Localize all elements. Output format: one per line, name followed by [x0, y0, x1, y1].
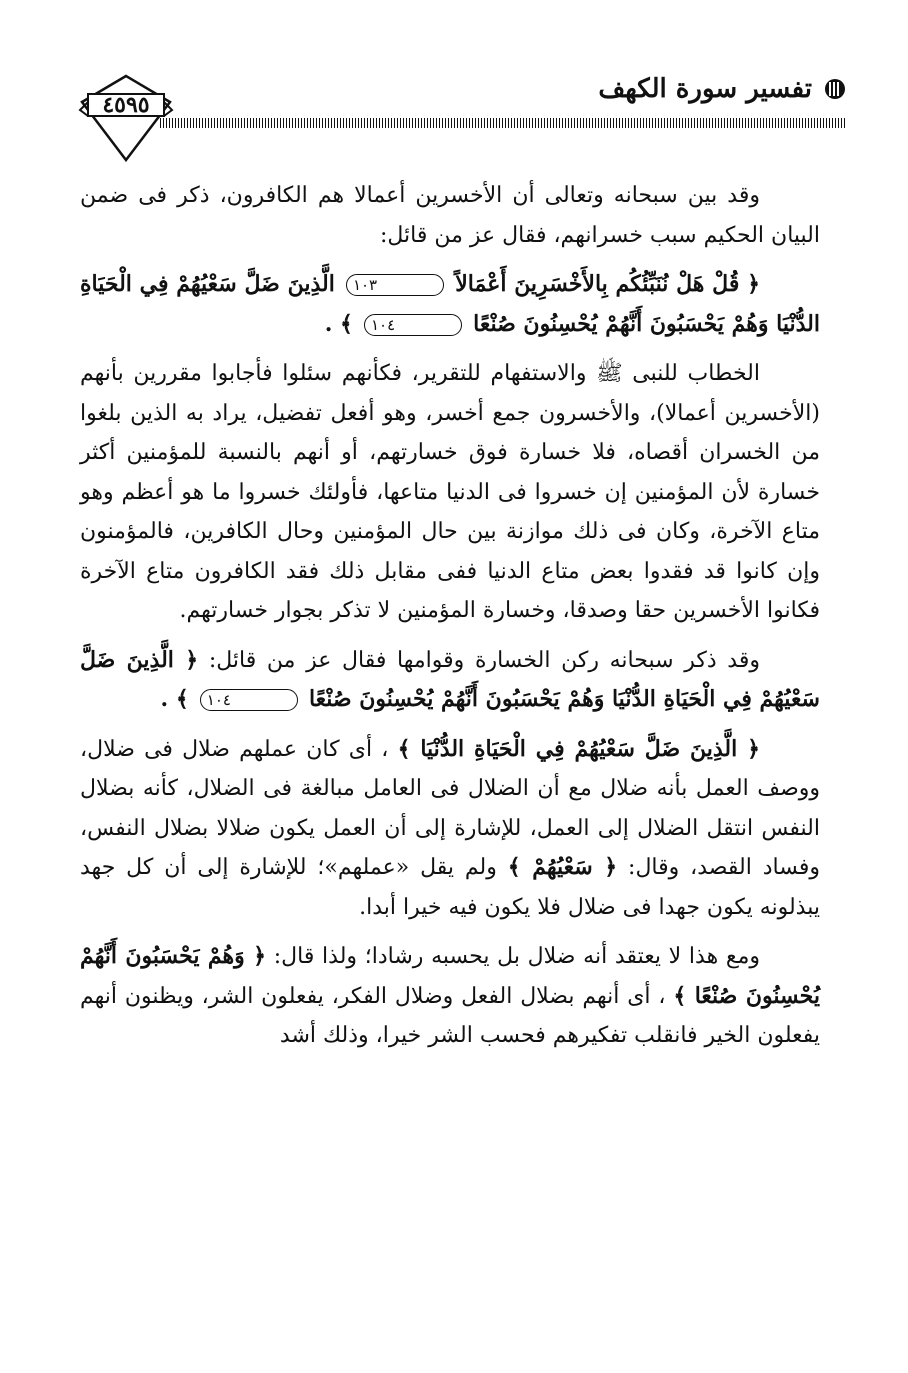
quranic-verse: ﴿ وَهُمْ يَحْسَبُونَ أَنَّهُمْ يُحْسِنُونَ صُنْعًا ﴾ — [80, 943, 820, 1009]
page-number: ٤٥٩٥ — [102, 92, 150, 118]
quranic-verse: ﴿ الَّذِينَ ضَلَّ سَعْيُهُمْ فِي الْحَيَاةِ الدُّنْيَا ﴾ — [397, 735, 760, 762]
header-rule — [160, 118, 846, 128]
quranic-verse: الَّذِينَ ضَلَّ سَعْيُهُمْ فِي الْحَيَاةِ الدُّنْيَا وَهُمْ يَحْسَبُونَ أَنَّهُمْ يُحْسِنُونَ صُنْعًا — [80, 271, 820, 337]
paragraph-text: ، أى أنهم بضلال الفعل وضلال الفكر، يفعلون الشر، ويظنون أنهم يفعلون الخير فانقلب تفكيرهم فحسب الشر خيرا، وذلك أشد — [80, 983, 820, 1048]
paragraph-text: وقد بين سبحانه وتعالى أن الأخسرين أعمالا هم الكافرون، ذكر فى ضمن البيان الحكيم سبب خسرانهم، فقال عز من قائل: — [80, 183, 820, 248]
ornament-icon — [824, 78, 846, 100]
page-header-title: تفسير سورة الكهف — [598, 74, 812, 104]
paragraph — [80, 730, 820, 928]
verse-close: ﴾ . — [160, 686, 189, 712]
verse-close: ﴾ . — [324, 310, 353, 337]
paragraph-text: وقد ذكر سبحانه ركن الخسارة وقوامها فقال عز من قائل: — [208, 647, 760, 673]
page-number-badge — [78, 72, 174, 164]
ayah-number: ١٠٤ — [200, 689, 298, 711]
paragraph — [80, 176, 820, 255]
paragraph — [80, 354, 820, 631]
quranic-verse: ﴿ سَعْيُهُمْ ﴾ — [507, 854, 618, 880]
ayah-number: ١٠٣ — [346, 274, 444, 296]
quranic-verse: ﴿ الَّذِينَ ضَلَّ سَعْيُهُمْ فِي الْحَيَاةِ الدُّنْيَا وَهُمْ يَحْسَبُونَ أَنَّهُمْ يُحْسِنُونَ صُنْعًا — [80, 646, 820, 712]
page-body — [80, 176, 820, 1066]
quranic-verse: ﴿ قُلْ هَلْ نُنَبِّئُكُم بِالأَخْسَرِينَ أَعْمَالاً — [455, 271, 761, 297]
paragraph-text: الخطاب للنبى ﷺ والاستفهام للتقرير، فكأنهم سئلوا فأجابوا مقررين بأنهم (الأخسرين أعمالا)، والأخسرون جمع أخسر، وهو أفعل تفضيل، يراد به الذين بلغوا من الخسران أقصاه، فلا خسارة فوق خسارتهم، أو أنهم بالنسبة للمؤمنين أكثر خسارة لأن المؤمنين إن خسروا فى الدنيا متاعها، فأولئك خسروا ما هو أعظم وهو متاع الآخرة، وكان فى ذلك موازنة بين حال المؤمنين وحال الكافرين، فالمؤمنون وإن كانوا قد فقدوا بعض متاع الدنيا ففى مقابل ذلك فقد الكافرون متاع الآخرة فكانوا الأخسرين حقا وصدقا، وخسارة المؤمنين لا تذكر بجوار خسارتهم. — [80, 361, 820, 623]
quranic-verse-paragraph — [80, 265, 820, 344]
ayah-number: ١٠٤ — [364, 314, 462, 336]
paragraph — [80, 937, 820, 1056]
paragraph — [80, 641, 820, 720]
paragraph-text: ولم يقل «عملهم»؛ للإشارة إلى أن كل جهد يبذلونه يكون جهدا فى ضلال فلا يكون فيه خيرا أبدا. — [80, 855, 820, 920]
paragraph-text: ومع هذا لا يعتقد أنه ضلال بل يحسبه رشادا؛ ولذا قال: — [273, 944, 760, 969]
paragraph-text: ، أى كان عملهم ضلال فى ضلال، ووصف العمل بأنه ضلال مع أن الضلال فى العامل مبالغة فى الضلال، كأنه بضلال النفس انتقل الضلال إلى العمل، للإشارة إلى أن العمل يكون ضلالا بضلال النفس، وفساد القصد، وقال: — [80, 736, 820, 880]
